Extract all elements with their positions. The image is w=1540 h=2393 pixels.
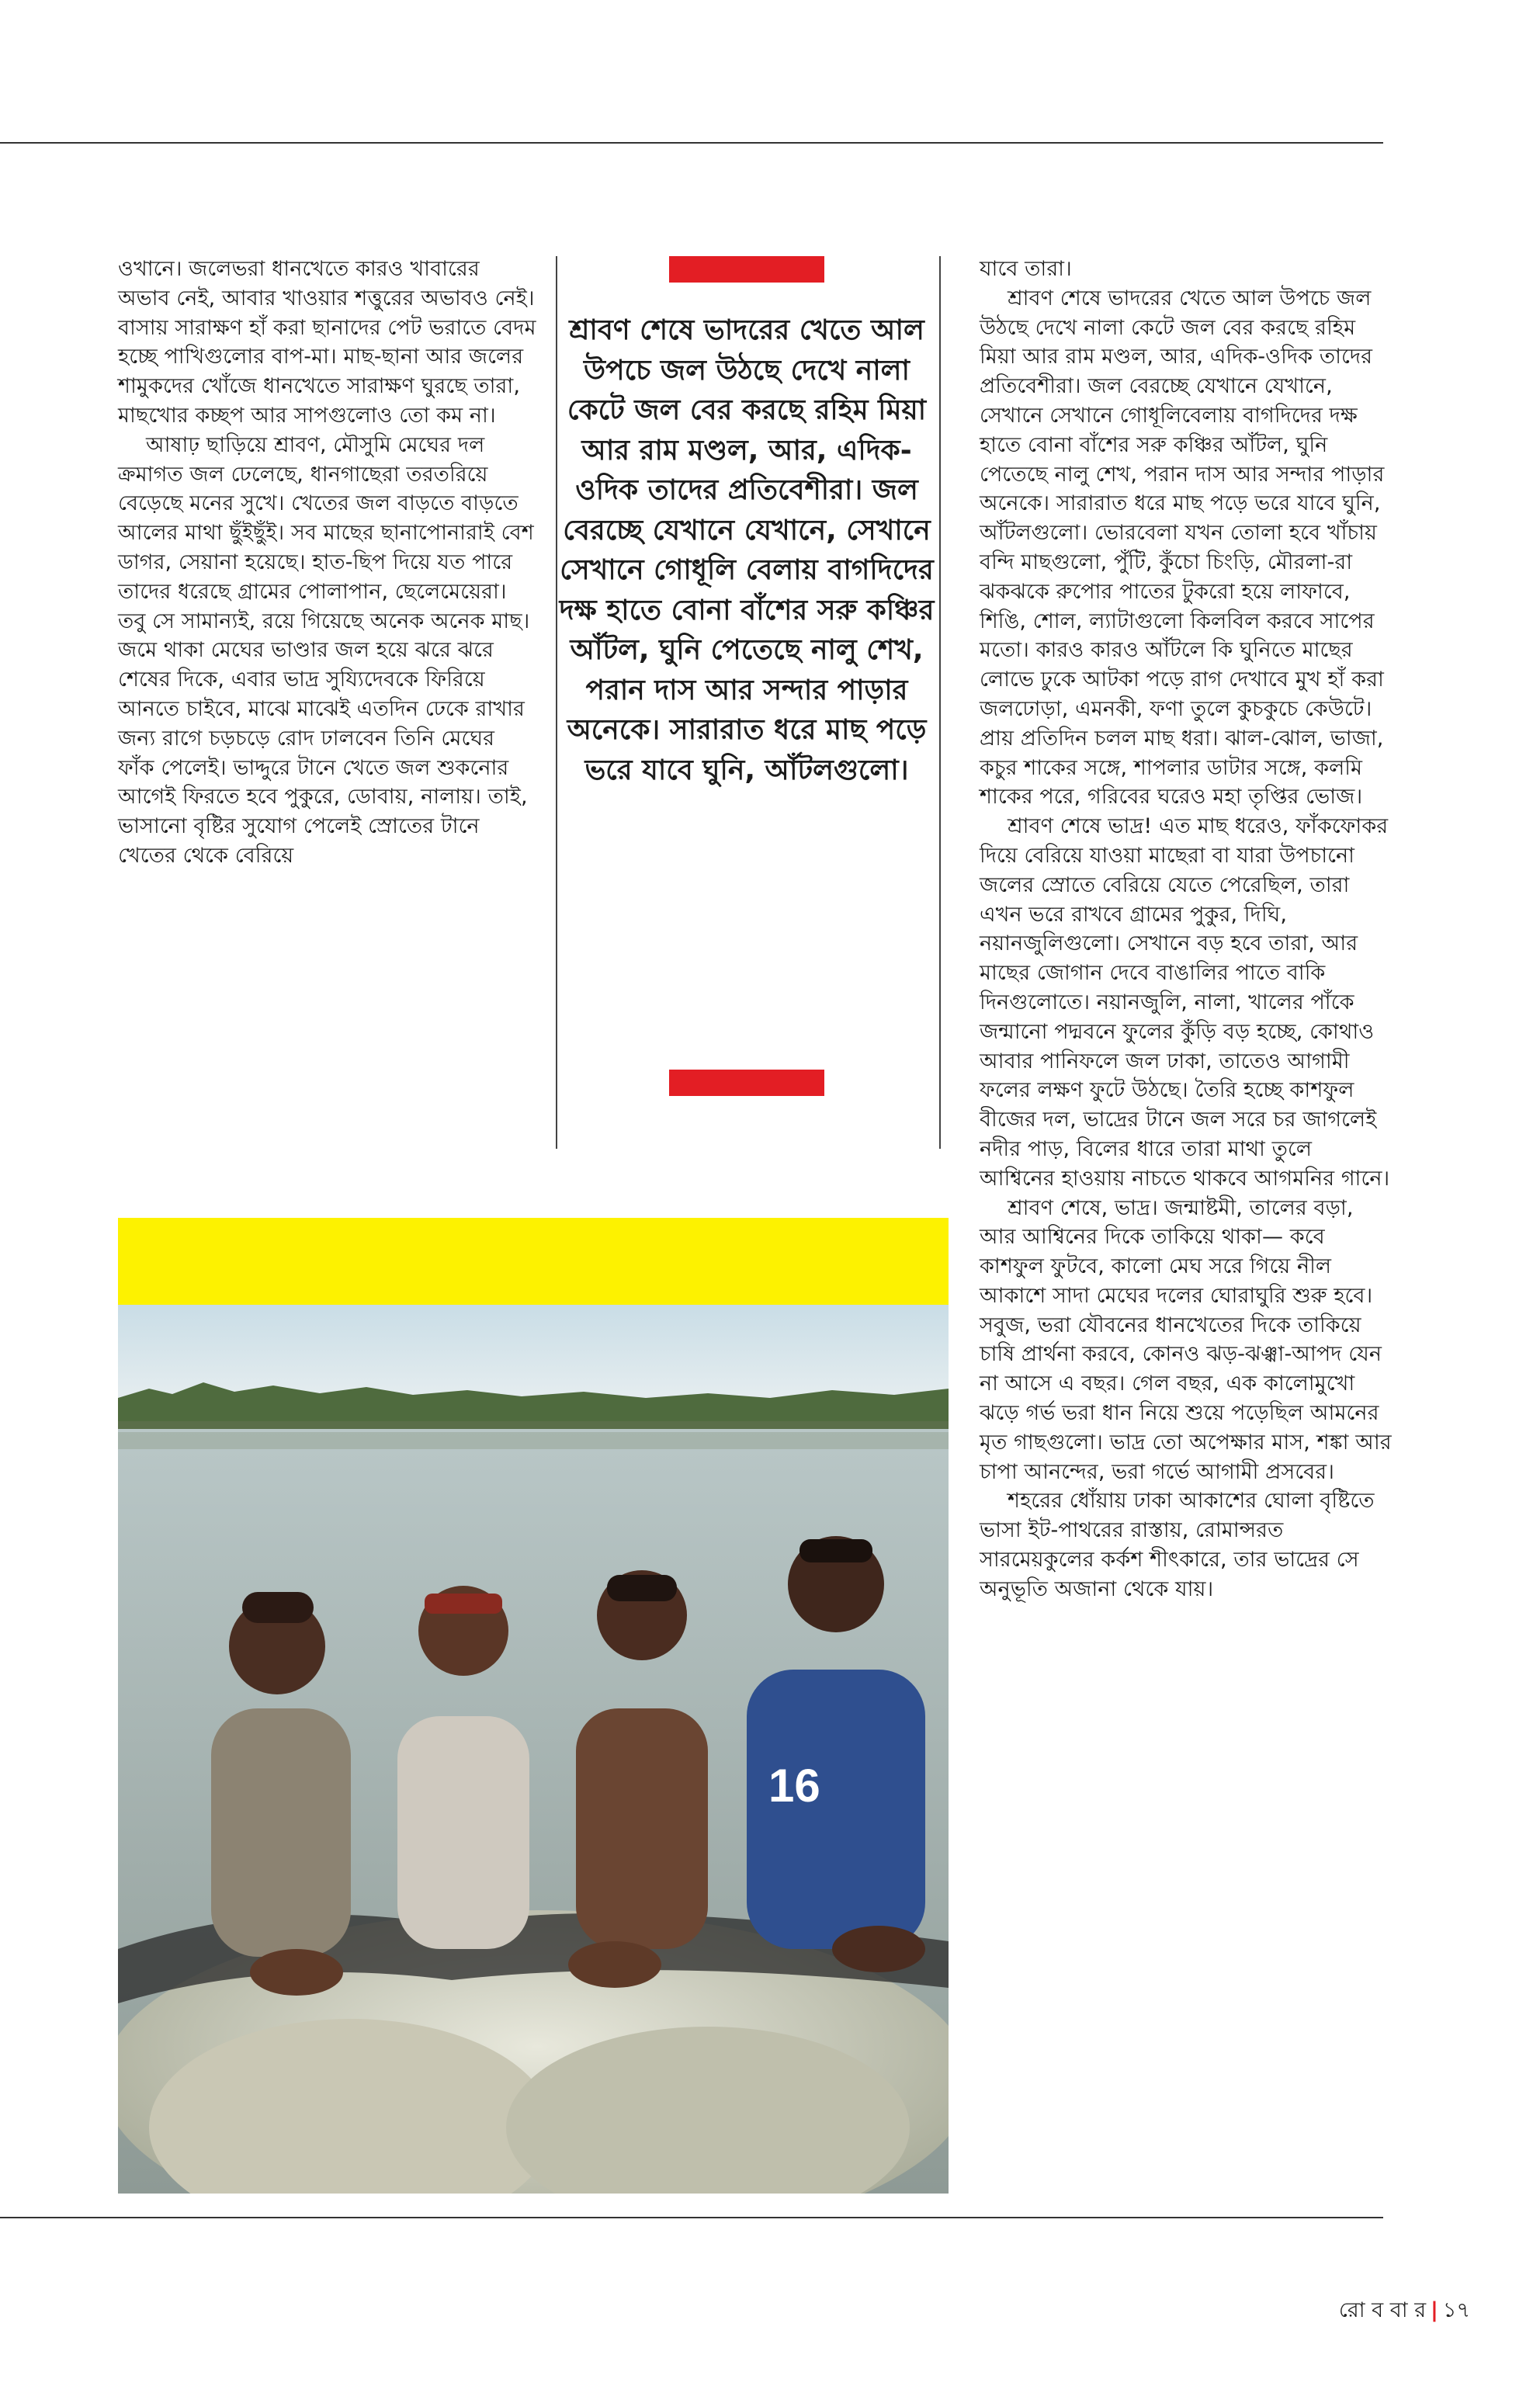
pull-quote-top-bar: [669, 256, 824, 283]
caption-bar: [118, 1218, 949, 1305]
right-paragraph-4: শ্রাবণ শেষে, ভাদ্র। জন্মাষ্টমী, তালের বড়া, আর আশ্বিনের দিকে তাকিয়ে থাকা— কবে কাশফুল ফুটবে, কালো মেঘ সরে গিয়ে নীল আকাশে সাদা মেঘের দলের ঘোরাঘুরি শুরু হবে। সবুজ, ভরা যৌবনের ধানখেতের দিকে তাকিয়ে চাষি প্রার্থনা করবে, কোনও ঝড়-ঝঞ্ঝা-আপদ যেন না আসে এ বছর। গেল বছর, এক কালোমুখো ঝড়ে গর্ভ ভরা ধান নিয়ে শুয়ে পড়েছিল আমনের মৃত গাছগুলো। ভাদ্র তো অপেক্ষার মাস, শঙ্কা আর চাপা আনন্দের, ভরা গর্ভে আগামী প্রসবের।: [980, 1195, 1392, 1484]
right-paragraph-5: শহরের ধোঁয়ায় ঢাকা আকাশের ঘোলা বৃষ্টিতে ভাসা ইট-পাথরের রাস্তায়, রোমান্সরত সারমেয়কুলের কর্কশ শীৎকারে, তার ভাদ্রের সে অনুভূতি অজানা থেকে যায়।: [980, 1489, 1375, 1601]
jersey-number: 16: [768, 1760, 820, 1812]
right-column: [980, 255, 1393, 1604]
magazine-name: রো ব বা র: [1338, 2298, 1427, 2322]
left-paragraph-2: আষাঢ় ছাড়িয়ে শ্রাবণ, মৌসুমি মেঘের দল ক্রমাগত জল ঢেলেছে, ধানগাছেরা তরতরিয়ে বেড়েছে মনের সুখে। খেতের জল বাড়তে বাড়তে আলের মাথা ছুঁইছুঁই। সব মাছের ছানাপোনারাই বেশ ডাগর, সেয়ানা হয়েছে। হাত-ছিপ দিয়ে যত পারে তাদের ধরেছে গ্রামের পোলাপান, ছেলেমেয়েরা। তবু সে সামান্যই, রয়ে গিয়েছে অনেক অনেক মাছ। জমে থাকা মেঘের ভাণ্ডার জল হয়ে ঝরে ঝরে শেষের দিকে, এবার ভাদ্র সুয্যিদেবকে ফিরিয়ে আনতে চাইবে, মাঝে মাঝেই এতদিন ঢেকে রাখার জন্য রাগে চড়চড়ে রোদ ঢালবেন তিনি মেঘের ফাঁক পেলেই। ভাদ্দুরে টানে খেতে জল শুকনোর আগেই ফিরতে হবে পুকুরে, ডোবায়, নালায়। তাই, ভাসানো বৃষ্টির সুযোগ পেলেই স্রোতের টানে খেতের থেকে বেরিয়ে: [118, 432, 534, 868]
left-paragraph-1: ওখানে। জলেভরা ধানখেতে কারও খাবারের অভাব নেই, আবার খাওয়ার শত্তুরের অভাবও নেই। বাসায় সারাক্ষণ হাঁ করা ছানাদের পেট ভরাতে বেদম হচ্ছে পাখিগুলোর বাপ-মা। মাছ-ছানা আর জলের শামুকদের খোঁজে ধানখেতে সারাক্ষণ ঘুরছে তারা, মাছখোর কচ্ছপ আর সাপগুলোও তো কম না।: [118, 257, 536, 428]
footer-separator: |: [1431, 2298, 1438, 2322]
page-number: ১৭: [1442, 2298, 1470, 2322]
column-divider-right: [939, 256, 941, 1149]
left-column: [118, 255, 537, 871]
top-rule: [0, 142, 1383, 144]
page-footer: [1339, 2294, 1470, 2329]
pull-quote: শ্রাবণ শেষে ভাদরের খেতে আল উপচে জল উঠছে দেখে নালা কেটে জল বের করছে রহিম মিয়া আর রাম মণ্ডল, আর, এদিক-ওদিক তাদের প্রতিবেশীরা। জল বেরচ্ছে যেখানে যেখানে, সেখানে সেখানে গোধূলি বেলায় বাগদিদের দক্ষ হাতে বোনা বাঁশের সরু কঞ্চির আঁটল, ঘুনি পেতেছে নালু শেখ, পরান দাস আর সন্দার পাড়ার অনেকে। সারারাত ধরে মাছ পড়ে ভরে যাবে ঘুনি, আঁটলগুলো।: [559, 314, 935, 786]
right-paragraph-3: শ্রাবণ শেষে ভাদ্র! এত মাছ ধরেও, ফাঁকফোকর দিয়ে বেরিয়ে যাওয়া মাছেরা বা যারা উপচানো জলের স্রোতে বেরিয়ে যেতে পেরেছিল, তারা এখন ভরে রাখবে গ্রামের পুকুর, দিঘি, নয়ানজুলিগুলো। সেখানে বড় হবে তারা, আর মাছের জোগান দেবে বাঙালির পাতে বাকি দিনগুলোতে। নয়ানজুলি, নালা, খালের পাঁকে জন্মানো পদ্মবনে ফুলের কুঁড়ি বড় হচ্ছে, কোথাও আবার পানিফলে জল ঢাকা, তাতেও আগামী ফলের লক্ষণ ফুটে উঠছে। তৈরি হচ্ছে কাশফুল বীজের দল, ভাদ্রের টানে জল সরে চর জাগলেই নদীর পাড়, বিলের ধারে তারা মাথা তুলে আশ্বিনের হাওয়ায় নাচতে থাকবে আগমনির গানে।: [980, 814, 1390, 1191]
fishermen-photo: [118, 1305, 949, 2194]
pull-quote-bottom-bar: [669, 1070, 824, 1096]
right-paragraph-2: শ্রাবণ শেষে ভাদরের খেতে আল উপচে জল উঠছে দেখে নালা কেটে জল বের করছে রহিম মিয়া আর রাম মণ্ডল, আর, এদিক-ওদিক তাদের প্রতিবেশীরা। জল বেরচ্ছে যেখানে যেখানে, সেখানে সেখানে গোধূলিবেলায় বাগদিদের দক্ষ হাতে বোনা বাঁশের সরু কঞ্চির আঁটল, ঘুনি পেতেছে নালু শেখ, পরান দাস আর সন্দার পাড়ার অনেকে। সারারাত ধরে মাছ পড়ে ভরে যাবে ঘুনি, আঁটলগুলো। ভোরবেলা যখন তোলা হবে খাঁচায় বন্দি মাছগুলো, পুঁটি, কুঁচো চিংড়ি, মৌরলা-রা ঝকঝকে রুপোর পাতের টুকরো হয়ে লাফাবে, শিঙি, শোল, ল্যাটাগুলো কিলবিল করবে সাপের মতো। কারও কারও আঁটলে কি ঘুনিতে মাছের লোভে ঢুকে আটকা পড়ে রাগ দেখাবে মুখ হাঁ করা জলঢোড়া, এমনকী, ফণা তুলে কুচকুচে কেউটে। প্রায় প্রতিদিন চলল মাছ ধরা। ঝাল-ঝোল, ভাজা, কচুর শাকের সঙ্গে, শাপলার ডাটার সঙ্গে, কলমি শাকের পরে, গরিবের ঘরেও মহা তৃপ্তির ভোজ।: [980, 286, 1385, 810]
photo-block: [118, 1218, 949, 2194]
bottom-rule: [0, 2217, 1383, 2218]
right-paragraph-1: যাবে তারা।: [980, 257, 1072, 281]
